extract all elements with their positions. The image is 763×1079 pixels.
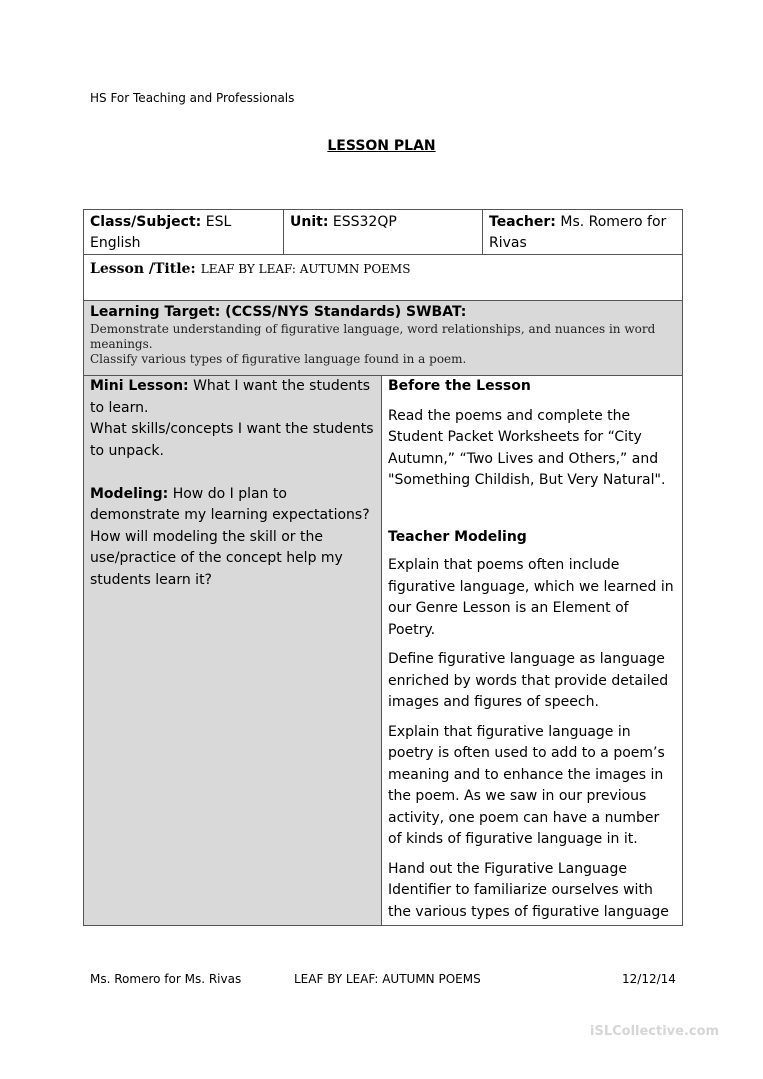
lesson-title-label: Lesson /Title: — [90, 261, 196, 277]
teacher-value: Ms. Romero for Rivas — [489, 214, 667, 251]
modeling-label: Modeling: — [90, 485, 169, 502]
class-subject-value: ESL English — [90, 214, 232, 251]
lesson-body-row — [84, 376, 682, 925]
modeling-paragraph-2: Define figurative language as language enriched by words that provide detailed images and figures of speech. — [388, 651, 669, 710]
mini-lesson-description: What I want the students to learn. — [90, 378, 370, 416]
unit-cell — [284, 210, 483, 254]
teacher-cell — [483, 210, 682, 254]
learning-target-line-1: Demonstrate understanding of figurative language, word relationships, and nuances in word meanings. — [90, 322, 656, 351]
class-subject-cell — [84, 210, 284, 254]
plan-cell — [382, 376, 682, 925]
learning-target-label: Learning Target: (CCSS/NYS Standards) SWBAT: — [90, 304, 467, 320]
footer-author: Ms. Romero for Ms. Rivas — [90, 972, 242, 986]
lesson-title-row — [84, 255, 682, 301]
teacher-label: Teacher: — [489, 214, 556, 230]
watermark-logo: iSLCollective.com — [590, 1024, 720, 1039]
modeling-description: How do I plan to demonstrate my learning expectations? How will modeling the skill or the use/practice of the concept help my students learn it? — [90, 485, 370, 588]
mini-lesson-cell — [84, 376, 382, 925]
mini-lesson-text — [90, 376, 375, 419]
modeling-paragraph-4: Hand out the Figurative Language Identifier to familiarize ourselves with the various types of figurative language — [388, 860, 669, 920]
before-lesson-heading: Before the Lesson — [388, 378, 531, 394]
modeling-paragraph-1: Explain that poems often include figurative language, which we learned in our Genre Lesson is an Element of Poetry. — [388, 557, 674, 638]
teacher-modeling-heading: Teacher Modeling — [388, 528, 527, 545]
skills-text: What skills/concepts I want the students to unpack. — [90, 421, 374, 459]
learning-target-line-2: Classify various types of figurative language found in a poem. — [90, 352, 467, 366]
lesson-title-value: LEAF BY LEAF: AUTUMN POEMS — [200, 262, 411, 276]
modeling-paragraph-3: Explain that figurative language in poetry is often used to add to a poem’s meaning and to enhance the images in the poem. As we saw in our previous activity, one poem can have a number of kinds of figurative language in it. — [388, 723, 665, 847]
unit-value: ESS32QP — [332, 214, 397, 230]
page-title: LESSON PLAN — [327, 138, 436, 154]
lesson-plan-table — [83, 209, 683, 926]
school-name: HS For Teaching and Professionals — [90, 91, 295, 105]
modeling-text — [90, 484, 375, 592]
footer-title: LEAF BY LEAF: AUTUMN POEMS — [294, 972, 481, 986]
mini-lesson-label: Mini Lesson: — [90, 378, 189, 394]
unit-label: Unit: — [290, 214, 329, 230]
learning-target-row — [84, 301, 682, 376]
class-subject-label: Class/Subject: — [90, 214, 202, 230]
info-row — [84, 210, 682, 255]
footer-date: 12/12/14 — [622, 972, 676, 986]
before-lesson-text: Read the poems and complete the Student Packet Worksheets for “City Autumn,” “Two Lives and Others,” and "Something Childish, But Very Natural". — [388, 407, 666, 488]
